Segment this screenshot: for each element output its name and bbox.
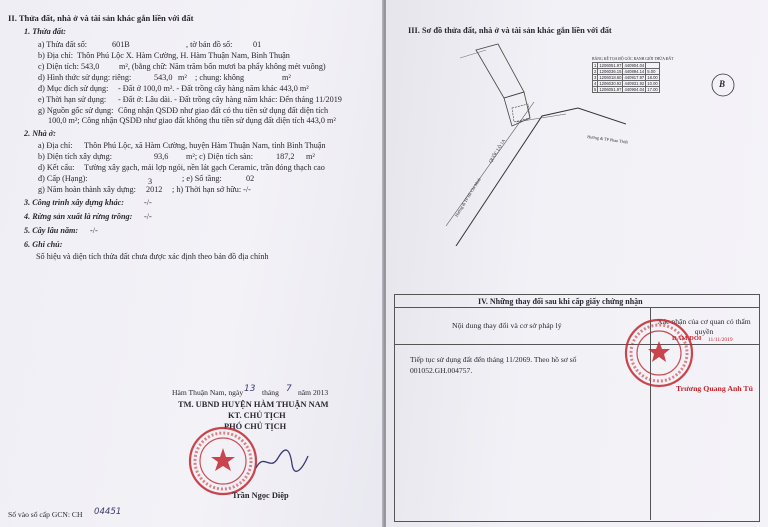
stamp-office: DAM DOI	[672, 335, 702, 342]
land-address: Thôn Phú Lộc X. Hàm Cường, H. Hàm Thuận Nam, Bình Thuận	[77, 51, 290, 60]
sign-kt: KT. CHỦ TỊCH	[228, 411, 286, 420]
sign-role: PHÓ CHỦ TỊCH	[224, 422, 287, 431]
land-area: m², (bằng chữ: Năm trăm bốn mươi ba phẩy không mét vuông)	[119, 62, 326, 71]
changes-header-rule	[394, 307, 759, 308]
map-title: III. Sơ đồ thửa đất, nhà ở và tài sản khác gắn liền với đất	[408, 26, 612, 35]
coordinate-cell: 1206051.97	[599, 87, 622, 92]
house-floors: 02	[246, 174, 255, 183]
coordinate-cell: 5	[594, 87, 597, 92]
changes-col1: Nội dung thay đổi và cơ sở pháp lý	[452, 321, 562, 330]
house-e-label: đ) Cấp (Hạng):	[38, 174, 88, 183]
registry-number: 04451	[94, 507, 122, 517]
change-content-2: 001052.GH.004757.	[410, 366, 473, 375]
house-d-label: d) Kết cấu:	[38, 163, 75, 172]
coordinate-cell: 5.00	[646, 69, 659, 75]
coordinate-cell: 18.00	[647, 75, 658, 80]
sign-day: 13	[244, 384, 256, 394]
coordinate-cell: 440894.14	[624, 69, 645, 74]
house-c-unit: m²	[306, 152, 315, 161]
coordinate-cell: 440904.04	[624, 63, 645, 68]
section-title: II. Thửa đất, nhà ở và tài sản khác gắn liền với đất	[8, 13, 194, 23]
coordinate-cell: 4	[594, 81, 597, 86]
house-build-area: 93,6	[154, 152, 169, 161]
coordinate-cell: 10.00	[647, 81, 658, 86]
land-purpose: - Đất ở 100,0 m². - Đất trồng cây hàng năm khác 443,0 m²	[118, 84, 309, 93]
house-ownership-term: ; h) Thời hạn sở hữu: -/-	[172, 185, 251, 194]
land-sheet-number: 01	[253, 40, 262, 49]
house-year: 2012	[146, 185, 163, 194]
planted-forest-value: -/-	[144, 212, 152, 221]
coordinate-cell: 1	[594, 63, 597, 68]
coordinate-cell: 1206036.15	[599, 69, 622, 74]
house-a-label: a) Địa chỉ:	[38, 141, 73, 150]
coordinate-table	[592, 57, 673, 93]
house-heading: 2. Nhà ở:	[24, 129, 56, 138]
land-private-area: 543,0	[154, 73, 173, 82]
coordinate-row	[593, 75, 660, 81]
land-e-label: đ) Mục đích sử dụng:	[38, 84, 109, 93]
stamp-date: 11/11/2019	[708, 337, 733, 343]
land-c-label: c) Diện tích: 543,0	[38, 62, 100, 71]
land-f-label: e) Thời hạn sử dụng:	[38, 95, 107, 104]
changes-col-rule	[394, 344, 759, 345]
road-label: QUỐC LỘ 1A	[487, 138, 507, 164]
planted-forest-label: 4. Rừng sản xuất là rừng trồng:	[24, 212, 133, 221]
notes-text: Số hiệu và diện tích thửa đất chưa được xác định theo bản đồ địa chính	[36, 252, 269, 261]
coordinate-row	[593, 69, 660, 75]
signer-name: Trần Ngọc Diệp	[232, 491, 289, 500]
land-common: ; chung: không	[195, 73, 245, 82]
land-g-label: g) Nguồn gốc sử dụng:	[38, 106, 114, 115]
coordinate-cell: 2	[594, 69, 597, 74]
right-page	[386, 0, 768, 527]
house-grade: 3	[148, 177, 153, 186]
approval-seal	[622, 316, 696, 390]
house-g-label: g) Năm hoàn thành xây dựng:	[38, 185, 136, 194]
changes-col2: Xác nhận của cơ quan có thẩm quyền	[657, 317, 751, 336]
corner-seal-letter: B	[719, 79, 726, 89]
coordinate-cell: 17.00	[647, 87, 658, 92]
land-b-label: b) Địa chỉ:	[38, 51, 74, 60]
coordinate-row	[593, 81, 660, 87]
changes-title: IV. Những thay đổi sau khi cấp giấy chứng nhận	[478, 297, 643, 306]
sign-year: năm 2013	[298, 388, 329, 397]
coordinate-cell: 1206018.60	[599, 75, 622, 80]
land-d-label: d) Hình thức sử dụng: riêng:	[38, 73, 132, 82]
coordinate-cell: 440904.04	[624, 87, 645, 92]
house-floors-label: ; e) Số tầng:	[182, 174, 222, 183]
signature-mark	[252, 446, 312, 476]
house-structure: Tường xây gạch, mái lợp ngói, nền lát gạch Ceramic, trần đóng thạch cao	[84, 163, 325, 172]
coordinate-rows	[592, 62, 660, 93]
direction-right: Hướng đi TP Phan Thiết	[587, 133, 629, 145]
land-origin-1: Công nhận QSDĐ như giao đất có thu tiền sử dụng đất diện tích	[118, 106, 329, 115]
sign-date-prefix: Hàm Thuận Nam, ngày	[172, 388, 244, 397]
coordinate-cell: 1206051.97	[599, 63, 622, 68]
official-seal	[186, 424, 260, 498]
sign-month: 7	[286, 384, 292, 394]
change-content-1: Tiếp tục sử dụng đất đến tháng 11/2069. Theo hồ sơ số	[410, 355, 577, 364]
sign-month-label: tháng	[262, 388, 279, 397]
land-parcel-number: 601B	[112, 40, 130, 49]
stamp-signer: Trương Quang Anh Tú	[676, 384, 753, 393]
coordinate-cell: 440917.97	[624, 75, 645, 80]
coordinate-cell: 1206030.92	[599, 81, 622, 86]
house-b-label: b) Diện tích xây dựng:	[38, 152, 113, 161]
direction-left: Hướng đi TP Hồ Chí Minh	[453, 176, 482, 218]
land-sheet-label: , tờ bản đồ số:	[186, 40, 233, 49]
land-origin-2: 100,0 m²; Công nhận QSDĐ như giao đất không thu tiền sử dụng đất diện tích 443,0 m²	[48, 116, 336, 125]
house-floor-area: 187,2	[276, 152, 295, 161]
coordinate-cell: 440931.92	[624, 81, 645, 86]
other-construction-label: 3. Công trình xây dựng khác:	[24, 198, 124, 207]
land-term: - Đất ở: Lâu dài. - Đất trồng cây hàng năm khác: Đến tháng 11/2019	[118, 95, 342, 104]
notes-label: 6. Ghi chú:	[24, 240, 63, 249]
house-b-unit: m²; c) Diện tích sàn:	[186, 152, 254, 161]
house-address: Thôn Phú Lộc, xã Hàm Cường, huyện Hàm Thuận Nam, tỉnh Bình Thuận	[84, 141, 326, 150]
registry-label: Số vào sổ cấp GCN: CH	[8, 510, 83, 519]
perennial-value: -/-	[90, 226, 98, 235]
coordinate-row	[593, 87, 660, 93]
land-a-label: a) Thửa đất số:	[38, 40, 88, 49]
other-construction-value: -/-	[144, 198, 152, 207]
land-private-unit: m²	[178, 73, 187, 82]
perennial-label: 5. Cây lâu năm:	[24, 226, 79, 235]
sign-org: TM. UBND HUYỆN HÀM THUẬN NAM	[178, 400, 329, 409]
coordinate-table-title: BẢNG KÊ TỌA ĐỘ GÓC RANH GIỚI THỬA ĐẤT	[592, 57, 674, 61]
land-common-unit: m²	[282, 73, 291, 82]
coordinate-cell: 3	[594, 75, 597, 80]
land-heading: 1. Thửa đất:	[24, 27, 66, 36]
